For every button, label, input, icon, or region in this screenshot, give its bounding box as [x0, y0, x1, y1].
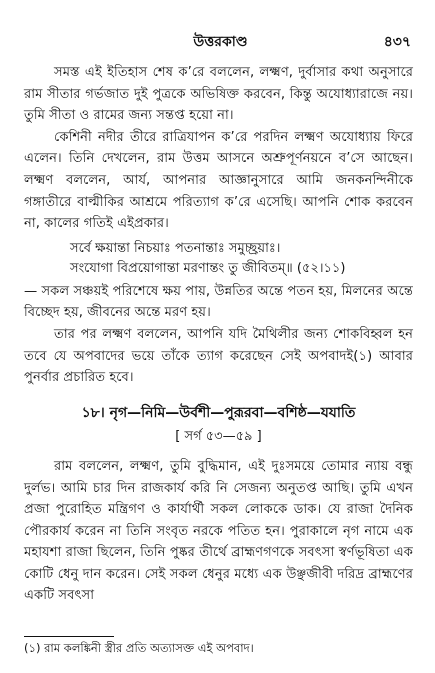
paragraph-3: — সকল সঞ্চয়ই পরিশেষে ক্ষয় পায়, উন্নতির অন্তে পতন হয়, মিলনের অন্তে বিচ্ছেদ হয়, জীবনের অন্তে মরণ হয়। — [24, 283, 413, 321]
running-head: উত্তরকাণ্ড — [193, 34, 248, 50]
footnote-divider — [24, 636, 114, 637]
paragraph-5: রাম বললেন, লক্ষ্মণ, তুমি বুদ্ধিমান, এই দুঃসময়ে তোমার ন্যায় বন্ধু দুর্লভ। আমি চার দিন রাজকার্য করি নি সেজন্য অনুতপ্ত আছি। তুমি এখন প্রজা পুরোহিত মন্ত্রিগণ ও কার্যার্থী সকল লোককে ডাক। যে রাজা দৈনিক পৌরকার্য করেন না তিনি সংবৃত নরকে পতিত হন। পুরাকালে নৃগ নামে এক মহাযশা রাজা ছিলেন, তিনি পুষ্কর তীর্থে ব্রাহ্মণগণকে সবৎসা স্বর্ণভূষিতা এক কোটি ধেনু দান করেন। সেই সকল ধেনুর মধ্যে এক উঞ্ছজীবী দরিদ্র ব্রাহ্মণের একটি সবৎসা — [24, 458, 413, 604]
page-number: ৪৩৭ — [383, 34, 411, 50]
page-header — [30, 30, 411, 50]
verse-line-2: সংযোগা বিপ্রয়োগান্তা মরণান্তং তু জীবিতম্॥ (৫২।১১) — [70, 260, 346, 276]
paragraph-1: সমস্ত এই ইতিহাস শেষ ক’রে বললেন, লক্ষ্মণ, দুর্বাসার কথা অনুসারে রাম সীতার গর্ভজাত দুই পুত্রকে অভিষিক্ত করবেন, কিন্তু অযোধ্যারাজে নয়। তুমি সীতা ও রামের জন্য সন্তপ্ত হয়ো না। — [24, 65, 413, 124]
paragraph-4: তার পর লক্ষ্মণ বললেন, আপনি যদি মৈথিলীর জন্য শোকবিহ্বল হন তবে যে অপবাদের ভয়ে তাঁকে ত্যাগ করেছেন সেই অপবাদই(১) আবার পুনর্বার প্রচারিত হবে। — [24, 326, 413, 386]
sanskrit-verse — [24, 239, 413, 279]
verse-line-1: সর্বে ক্ষয়ান্তা নিচয়াঃ পতনান্তাঃ সমুচ্ছ্রয়াঃ। — [70, 240, 281, 256]
footnote: (১) রাম কলঙ্কিনী স্ত্রীর প্রতি অত্যাসক্ত এই অপবাদ। — [24, 641, 254, 655]
section-title: ১৮। নৃগ—নিমি—উর্বশী—পুরূরবা—বশিষ্ঠ—যযাতি — [81, 404, 356, 421]
paragraph-2: কেশিনী নদীর তীরে রাত্রিযাপন ক’রে পরদিন লক্ষ্মণ অযোধ্যায় ফিরে এলেন। তিনি দেখলেন, রাম উত্তম আসনে অশ্রুপূর্ণনয়নে ব’সে আছেন। লক্ষ্মণ বললেন, আর্য, আপনার আজ্ঞানুসারে আমি জনকনন্দিনীকে গঙ্গাতীরে বাল্মীকির আশ্রমে পরিত্যাগ ক’রে এসেছি। আপনি শোক করবেন না, কালের গতিই এইপ্রকার। — [24, 129, 413, 232]
sarga-range: [ সর্গ ৫৩—৫৯ ] — [175, 429, 262, 445]
page-body — [24, 62, 413, 607]
